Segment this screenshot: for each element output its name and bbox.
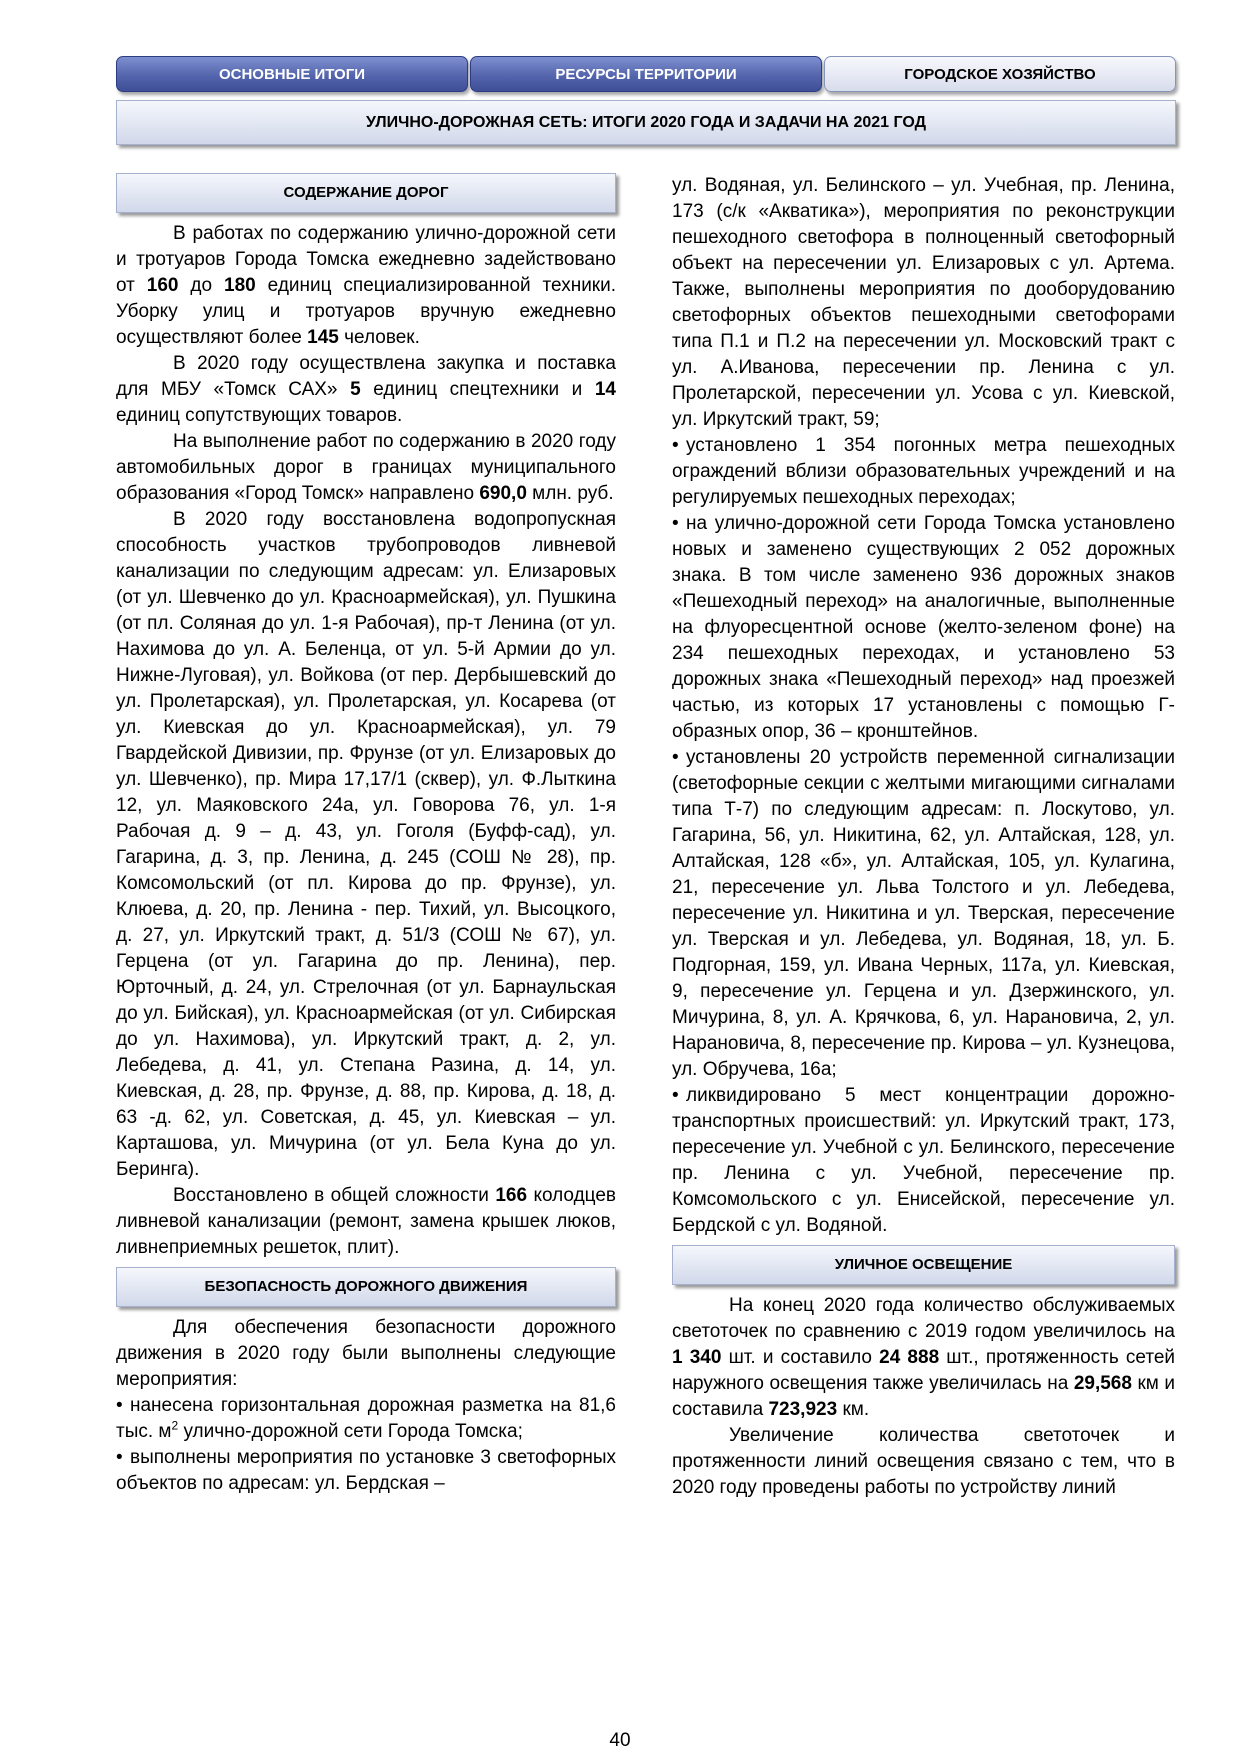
bullet-icon: • bbox=[672, 435, 679, 456]
bullet-icon: • bbox=[672, 513, 679, 534]
list-item: • установлены 20 устройств переменной сигнализации (светофорные секции с желтыми мигающими сигналами типа Т-7) по следующим адресам: п. Лоскутово, ул. Гагарина, 56, ул. Никитина, 62, ул. Алтайская, 128, ул. Алтайская, 128 «б», ул. Алтайская, 105, ул. Кулагина, 21, пересечение ул. Льва Толстого и ул. Лебедева, пересечение ул. Никитина и ул. Тверская, пересечение ул. Тверская и ул. Лебедева, ул. Водяная, 18, ул. Б. Подгорная, 159, ул. Ивана Черных, 117а, ул. Киевская, 9, пересечение ул. Герцена и ул. Дзержинского, ул. Мичурина, 8, ул. А. Крячкова, 6, ул. Нарановича, 2, ул. Нарановича, 8, пересечение пр. Кирова – ул. Кузнецова, ул. Обручева, 16а; bbox=[672, 747, 1175, 1080]
list-item: • ликвидировано 5 мест концентрации дорожно-транспортных происшествий: ул. Иркутский тракт, 173, пересечение ул. Учебной с ул. Белинского, пересечение пр. Ленина с ул. Учебной, пересечение пр. Комсомольского с ул. Енисейской, пересечение ул. Бердской с ул. Водяной. bbox=[672, 1085, 1175, 1236]
list-item: • на улично-дорожной сети Города Томска установлено новых и заменено существующих 2 052 дорожных знака. В том числе заменено 936 дорожных знаков «Пешеходный переход» на аналогичные, выполненные на флуоресцентной основе (желто-зеленом фоне) на 234 пешеходных переходах, и установлено 53 дорожных знака «Пешеходный переход» над проезжей частью, из которых 17 установлены с помощью Г-образных опор, 36 – кронштейнов. bbox=[672, 513, 1175, 742]
section-header-lighting: УЛИЧНОЕ ОСВЕЩЕНИЕ bbox=[672, 1245, 1175, 1285]
safety-intro: Для обеспечения безопасности дорожного движения в 2020 году были выполнены следующие мероприятия: bbox=[116, 1317, 616, 1390]
page-number: 40 bbox=[609, 1730, 631, 1751]
list-item: • установлено 1 354 погонных метра пешеходных ограждений вблизи образовательных учреждений и на регулируемых пешеходных переходах; bbox=[672, 435, 1175, 508]
page-title: УЛИЧНО-ДОРОЖНАЯ СЕТЬ: ИТОГИ 2020 ГОДА И ЗАДАЧИ НА 2021 ГОД bbox=[116, 100, 1176, 145]
list-item: • выполнены мероприятия по установке 3 светофорных объектов по адресам: ул. Бердская – bbox=[116, 1447, 616, 1494]
tab-main-results[interactable]: ОСНОВНЫЕ ИТОГИ bbox=[116, 56, 468, 92]
section-header-roads: СОДЕРЖАНИЕ ДОРОГ bbox=[116, 173, 616, 213]
tab-territory-resources[interactable]: РЕСУРСЫ ТЕРРИТОРИИ bbox=[470, 56, 822, 92]
lighting-paragraph-stats: На конец 2020 года количество обслуживаемых светоточек по сравнению с 2019 годом увеличилось на 1 340 шт. и составило 24 888 шт., протяженность сетей наружного освещения также увеличилась на 29,568 км и составила 723,923 км. bbox=[672, 1295, 1176, 1420]
roads-paragraph-purchase: В 2020 году осуществлена закупка и поставка для МБУ «Томск САХ» 5 единиц спецтехники и 14 единиц сопутствующих товаров. bbox=[116, 353, 616, 426]
bullet-icon: • bbox=[672, 1085, 679, 1106]
list-item: • нанесена горизонтальная дорожная разметка на 81,6 тыс. $м^2$ улично-дорожной сети Города Томска; bbox=[116, 1395, 616, 1442]
bullet-icon: • bbox=[116, 1447, 123, 1468]
left-column bbox=[116, 173, 616, 1497]
roads-paragraph-wells: Восстановлено в общей сложности 166 колодцев ливневой канализации (ремонт, замена крышек люков, ливнеприемных решеток, плит). bbox=[116, 1185, 616, 1258]
safety-continued: ул. Водяная, ул. Белинского – ул. Учебная, пр. Ленина, 173 (с/к «Акватика»), мероприятия по реконструкции пешеходного светофора в полноценный светофорный объект на пересечении ул. Елизаровых с ул. Артема. Также, выполнены мероприятия по дооборудованию светофорных объектов пешеходными светофорами типа П.1 и П.2 на пересечении ул. Московский тракт с ул. А.Иванова, пересечении пр. Ленина с ул. Пролетарской, пересечении ул. Усова с ул. Киевской, ул. Иркутский тракт, 59; bbox=[672, 175, 1175, 430]
roads-paragraph-equipment: В работах по содержанию улично-дорожной сети и тротуаров Города Томска ежедневно задействовано от 160 до 180 единиц специализированной техники. Уборку улиц и тротуаров вручную ежедневно осуществляют более 145 человек. bbox=[116, 223, 617, 348]
lighting-paragraph-reason: Увеличение количества светоточек и протяженности линий освещения связано с тем, что в 2020 году проведены работы по устройству линий bbox=[672, 1425, 1175, 1498]
bullet-icon: • bbox=[672, 747, 679, 768]
roads-paragraph-funding: На выполнение работ по содержанию в 2020 году автомобильных дорог в границах муниципального образования «Город Томск» направлено 690,0 млн. руб. bbox=[116, 431, 616, 504]
roads-paragraph-drainage: В 2020 году восстановлена водопропускная способность участков трубопроводов ливневой канализации по следующим адресам: ул. Елизаровых (от ул. Шевченко до ул. Красноармейская), ул. Пушкина (от пл. Соляная до ул. 1-я Рабочая), пр-т Ленина (от ул. Нахимова до ул. А. Беленца, от ул. 5-й Армии до ул. Нижне-Луговая), ул. Войкова (от пер. Дербышевский до ул. Пролетарская), ул. Пролетарская, ул. Косарева (от ул. Киевская до ул. Красноармейская), ул. 79 Гвардейской Дивизии, пр. Фрунзе (от ул. Елизаровых до ул. Шевченко), пр. Мира 17,17/1 (сквер), ул. Ф.Лыткина 12, ул. Маяковского 24а, ул. Говорова 76, ул. 1-я Рабочая д. 9 – д. 43, ул. Гоголя (Буфф-сад), ул. Гагарина, д. 3, пр. Ленина, д. 245 (СОШ № 28), пр. Комсомольский (от пл. Кирова до пр. Фрунзе), ул. Клюева, д. 20, пр. Ленина - пер. Тихий, ул. Высоцкого, д. 27, ул. Иркутский тракт, д. 51/3 (СОШ № 67), ул. Герцена (от ул. Гагарина до пр. Ленина), пер. Юрточный, д. 24, ул. Стрелочная (от ул. Барнаульская до ул. Бийская), ул. Красноармейская (от ул. Сибирская до ул. Нахимова), ул. Иркутский тракт, д. 2, ул. Лебедева, д. 41, ул. Степана Разина, д. 14, ул. Киевская, д. 28, пр. Фрунзе, д. 88, пр. Кирова, д. 18, д. 63 -д. 62, ул. Советская, д. 45, ул. Киевская – ул. Карташова, ул. Мичурина (от ул. Бела Куна до ул. Беринга). bbox=[116, 509, 616, 1180]
section-header-safety: БЕЗОПАСНОСТЬ ДОРОЖНОГО ДВИЖЕНИЯ bbox=[116, 1267, 616, 1307]
tab-city-economy[interactable]: ГОРОДСКОЕ ХОЗЯЙСТВО bbox=[824, 56, 1176, 92]
bullet-icon: • bbox=[116, 1395, 123, 1416]
right-column bbox=[672, 173, 1175, 1501]
